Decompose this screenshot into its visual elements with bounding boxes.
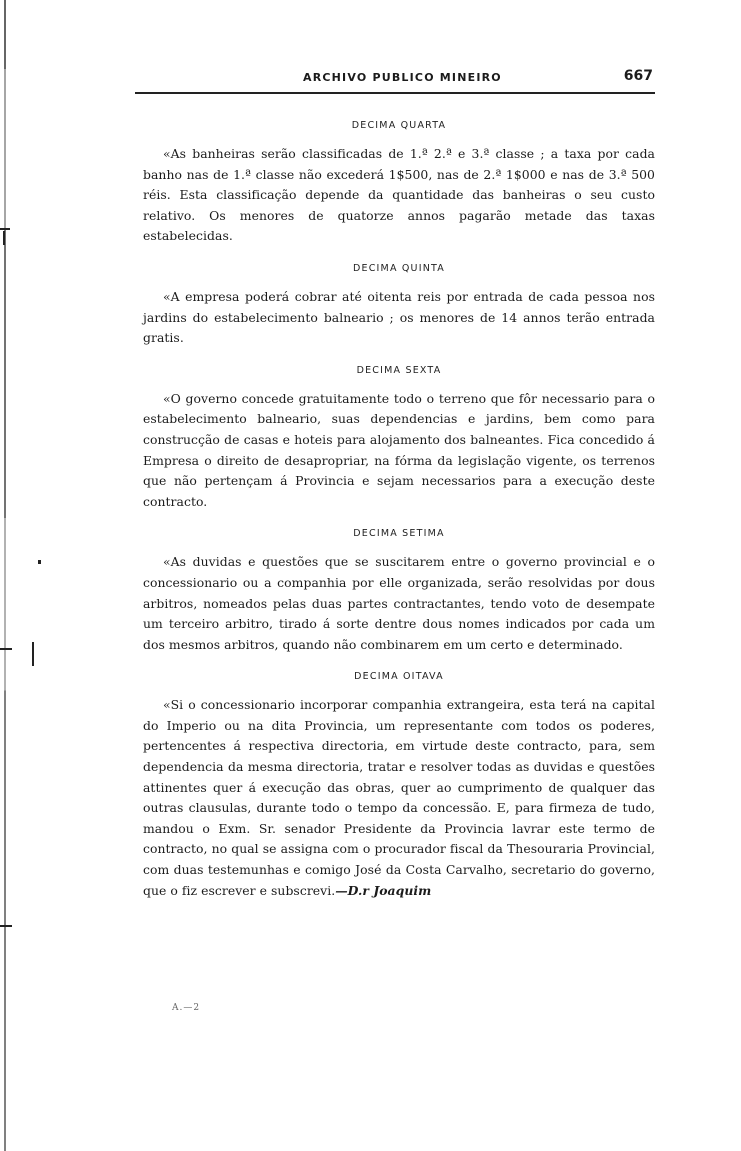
section-heading: DECIMA OITAVA bbox=[354, 671, 444, 683]
binding-mark bbox=[38, 560, 41, 564]
section-paragraph: «O governo concede gratuitamente todo o terreno que fôr necessario para o estabelecimento balneario, suas dependencias e jardins, bem como para construcção de casas e hoteis para alojamento dos balneantes. Fica concedido á Empresa o direito de desapropriar, na fórma da legislação vigente, os terrenos que não pertençam á Provincia e sejam necessarios para a execução deste contracto. bbox=[143, 390, 655, 509]
section-decima-oitava bbox=[143, 671, 655, 901]
binding-mark bbox=[0, 648, 12, 650]
binding-mark bbox=[0, 925, 12, 927]
binding-mark bbox=[3, 231, 5, 245]
section-paragraph: «A empresa poderá cobrar até oitenta reis por entrada de cada pessoa nos jardins do estabelecimento balneario ; os menores de 14 annos terão entrada gratis. bbox=[143, 288, 655, 346]
binding-mark bbox=[0, 228, 10, 230]
page-number: 667 bbox=[623, 68, 653, 84]
page-header bbox=[135, 66, 655, 94]
section-decima-setima bbox=[143, 528, 655, 655]
binding-mark bbox=[32, 642, 34, 666]
section-heading: DECIMA SETIMA bbox=[353, 528, 445, 540]
page-body bbox=[143, 120, 655, 901]
section-paragraph: «As duvidas e questões que se suscitarem entre o governo provincial e o concessionario ou a companhia por elle organizada, serão resolvidas por dous arbitros, nomeados pelas duas partes contractantes, tendo voto de desempate um terceiro arbitro, tirado á sorte dentre dous nomes indicados por cada um dos mesmos arbitros, quando não combinarem em um certo e determinado. bbox=[143, 554, 655, 652]
section-heading: DECIMA QUARTA bbox=[351, 120, 447, 131]
section-decima-quinta bbox=[143, 263, 655, 349]
signature: —D.r Joaquim bbox=[335, 882, 432, 898]
section-decima-sexta bbox=[143, 365, 655, 513]
section-decima-quarta bbox=[143, 120, 655, 247]
section-heading: DECIMA SEXTA bbox=[356, 364, 442, 376]
page-binding-edge bbox=[4, 0, 6, 1151]
header-rule bbox=[135, 92, 655, 94]
printer-signature-mark: A.—2 bbox=[172, 1003, 201, 1013]
running-title: ARCHIVO PUBLICO MINEIRO bbox=[303, 71, 502, 84]
section-heading: DECIMA QUINTA bbox=[353, 262, 445, 274]
section-paragraph bbox=[143, 695, 655, 901]
section-paragraph: «As banheiras serão classificadas de 1.ª 2.ª e 3.ª classe ; a taxa por cada banho nas de 1.ª classe não excederá 1$500, nas de 2.ª 1$000 e nas de 3.ª 500 réis. Esta classificação depende da quantidade das banheiras o seu custo relativo. Os menores de quatorze annos pagarão metade das taxas estabelecidas. bbox=[143, 146, 655, 244]
section-paragraph-text: «Si o concessionario incorporar companhia extrangeira, esta terá na capital do Imperio ou na dita Provincia, um representante com todos os poderes, pertencentes á respectiva directoria, em virtude deste contracto, para, sem dependencia da mesma directoria, tratar e resolver todas as duvidas e questões attinentes quer á execução das obras, quer ao cumprimento de qualquer das outras clausulas, durante todo o tempo da concessão. E, para firmeza de tudo, mandou o Exm. Sr. senador Presidente da Provincia lavrar este termo de contracto, no qual se assigna com o procurador fiscal da Thesouraria Provincial, com duas testemunhas e comigo José da Costa Carvalho, secretario do governo, que o fiz escrever e subscrevi. bbox=[143, 697, 655, 898]
